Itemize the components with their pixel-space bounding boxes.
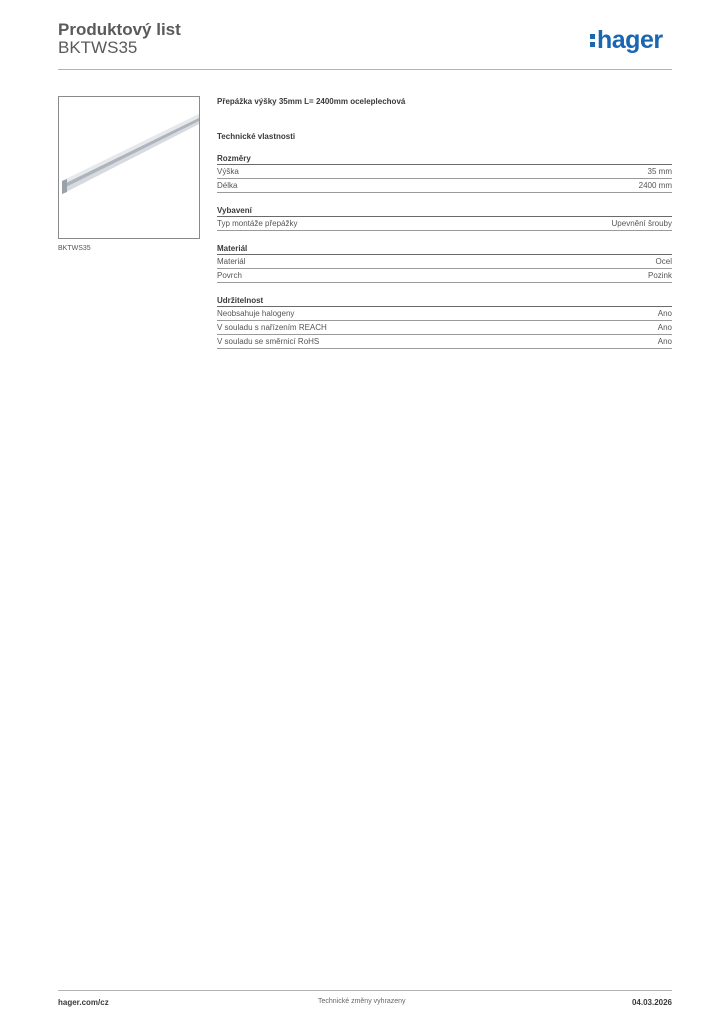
section-sustainability [217, 295, 672, 349]
spec-value: Upevnění šrouby [611, 219, 672, 228]
section-title: Vybavení [217, 205, 672, 217]
footer-website-link[interactable]: hager.com/cz [58, 998, 109, 1007]
section-material [217, 243, 672, 283]
section-title: Udržitelnost [217, 295, 672, 307]
spec-value: Ano [657, 309, 672, 318]
spec-row [217, 217, 672, 231]
spec-value: Ano [657, 337, 672, 346]
spec-label: Výška [217, 167, 239, 176]
page-title: Produktový list [58, 20, 181, 39]
spec-row [217, 255, 672, 269]
product-image [58, 96, 200, 239]
footer-date: 04.03.2026 [631, 998, 672, 1007]
spec-label: Povrch [217, 271, 242, 280]
spec-label: V souladu s nařízením REACH [217, 323, 327, 332]
tech-heading: Technické vlastnosti [217, 132, 296, 141]
spec-row [217, 269, 672, 283]
section-title: Rozměry [217, 153, 672, 165]
spec-content [217, 96, 672, 349]
spec-value: 35 mm [647, 167, 672, 176]
spec-label: Materiál [217, 257, 246, 266]
header-divider [58, 69, 672, 70]
spec-row [217, 179, 672, 193]
image-caption: BKTWS35 [58, 245, 91, 252]
footer-divider [58, 990, 672, 991]
spec-label: Neobsahuje halogeny [217, 309, 295, 318]
spec-row [217, 335, 672, 349]
section-dimensions [217, 153, 672, 193]
logo-colon-icon [590, 31, 596, 48]
logo-text: hager [597, 26, 663, 54]
spec-value: Ano [657, 323, 672, 332]
spec-value: Pozink [647, 271, 672, 280]
hager-logo [590, 26, 663, 55]
section-equipment [217, 205, 672, 231]
spec-label: Délka [217, 181, 238, 190]
spec-value: Ocel [655, 257, 672, 266]
spec-label: V souladu se směrnicí RoHS [217, 337, 320, 346]
spec-row [217, 307, 672, 321]
section-title: Materiál [217, 243, 672, 255]
spec-value: 2400 mm [638, 181, 672, 190]
spec-row [217, 321, 672, 335]
footer-notice: Technické změny vyhrazeny [318, 998, 406, 1005]
product-code: BKTWS35 [58, 38, 138, 57]
spec-label: Typ montáže přepážky [217, 219, 298, 228]
spec-row [217, 165, 672, 179]
product-description: Přepážka výšky 35mm L= 2400mm oceleplechová [217, 97, 406, 106]
